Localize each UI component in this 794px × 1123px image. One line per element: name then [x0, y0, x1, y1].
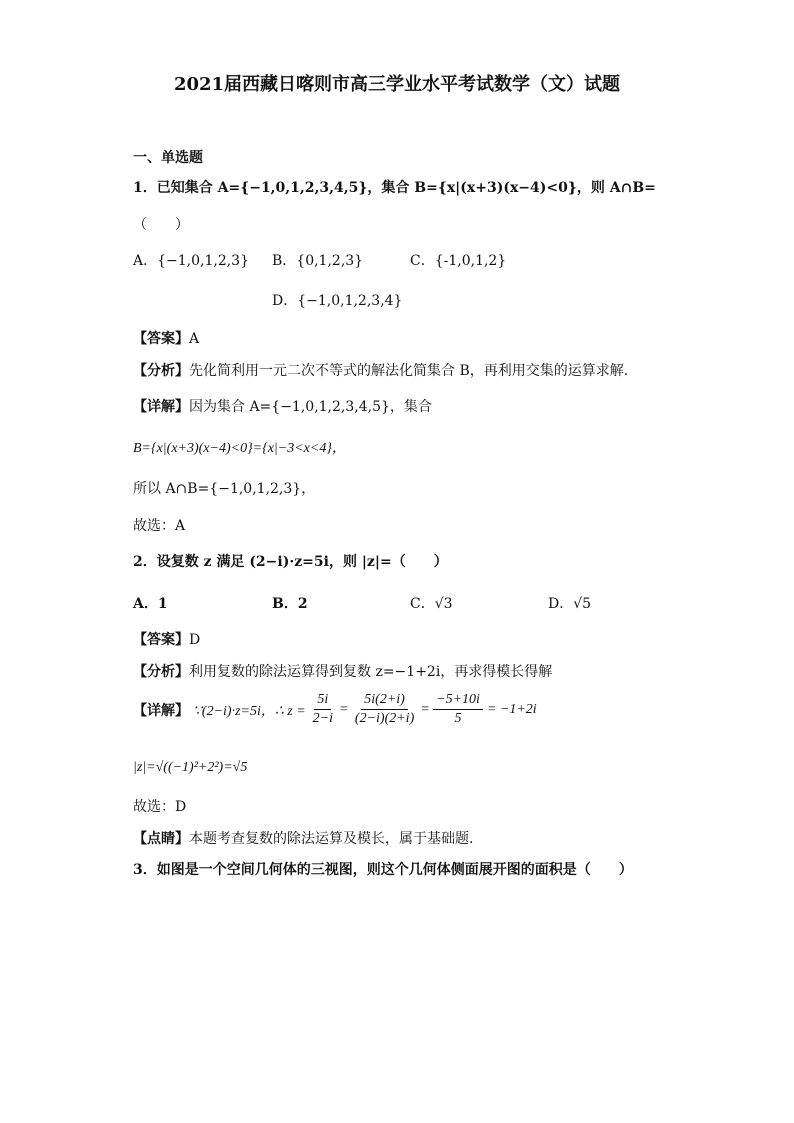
section-heading: 一、单选题 — [133, 150, 203, 166]
fraction-2-denominator: (2−i)(2+i) — [354, 711, 415, 726]
q2-stem: 2．设复数 z 满足 (2−i)·z=5i，则 |z|=（ ） — [133, 554, 448, 570]
q2-option-a: A．1 — [133, 596, 168, 612]
q1-option-b: B．{0,1,2,3} — [272, 253, 364, 269]
q1-analysis — [133, 360, 628, 380]
q2-option-d: D．√5 — [548, 596, 592, 612]
q1-option-c: C．{-1,0,1,2} — [410, 253, 507, 269]
q2-comment — [133, 828, 473, 848]
q2-analysis — [133, 661, 552, 681]
answer-tag: 【答案】 — [133, 632, 189, 648]
fraction-2-numerator: 5i(2+i) — [361, 692, 408, 710]
fraction-1-denominator: 2−i — [312, 711, 333, 726]
detail-prefix: ∵(2−i)·z=5i，∴ z = — [193, 703, 306, 719]
q1-detail-intersection: 所以 A∩B={−1,0,1,2,3}， — [133, 481, 316, 497]
detail-tag: 【详解】 — [133, 702, 189, 719]
q1-answer — [133, 328, 199, 348]
fraction-3-denominator: 5 — [454, 711, 462, 726]
q2-modulus: |z|=√((−1)²+2²)=√5 — [133, 760, 248, 775]
analysis-tag: 【分析】 — [133, 363, 189, 379]
q2-option-c: C．√3 — [410, 596, 453, 612]
q3-stem: 3．如图是一个空间几何体的三视图，则这个几何体侧面展开图的面积是（ ） — [133, 862, 633, 878]
fraction-3 — [433, 692, 483, 727]
analysis-tag: 【分析】 — [133, 664, 189, 680]
answer-value: D — [189, 632, 201, 648]
q2-answer — [133, 629, 200, 649]
q1-stem: 1．已知集合 A={−1,0,1,2,3,4,5}，集合 B={x|(x+3)(x−4)<0}，则 A∩B= — [133, 180, 656, 196]
q1-choice: 故选：A — [133, 518, 186, 534]
q1-option-a: A．{−1,0,1,2,3} — [133, 253, 249, 269]
q1-paren: （ ） — [133, 217, 189, 233]
detail-tag: 【详解】 — [133, 399, 189, 415]
fraction-2 — [352, 692, 417, 727]
equals-sign: = — [340, 701, 348, 717]
q1-detail-set-b: B={x|(x+3)(x−4)<0}={x|−3<x<4}， — [133, 441, 346, 456]
comment-text: 本题考查复数的除法运算及模长，属于基础题. — [189, 831, 474, 847]
answer-value: A — [189, 331, 200, 347]
answer-tag: 【答案】 — [133, 331, 189, 347]
q1-option-d: D．{−1,0,1,2,3,4} — [272, 293, 403, 309]
detail-result: = −1+2i — [486, 701, 537, 717]
analysis-text: 利用复数的除法运算得到复数 z=−1+2i，再求得模长得解 — [189, 664, 553, 680]
detail-text: 因为集合 A={−1,0,1,2,3,4,5}，集合 — [189, 399, 432, 415]
comment-tag: 【点睛】 — [133, 831, 189, 847]
analysis-text: 先化简利用一元二次不等式的解法化简集合 B，再利用交集的运算求解. — [189, 363, 629, 379]
page-title: 2021届西藏日喀则市高三学业水平考试数学（文）试题 — [173, 74, 621, 95]
fraction-3-numerator: −5+10i — [433, 692, 483, 710]
q2-detail — [133, 692, 537, 727]
q1-detail — [133, 396, 432, 416]
fraction-1-numerator: 5i — [314, 692, 331, 710]
q2-option-b: B．2 — [272, 596, 308, 612]
q2-choice: 故选：D — [133, 799, 187, 815]
fraction-1 — [310, 692, 336, 727]
equals-sign: = — [421, 701, 430, 717]
